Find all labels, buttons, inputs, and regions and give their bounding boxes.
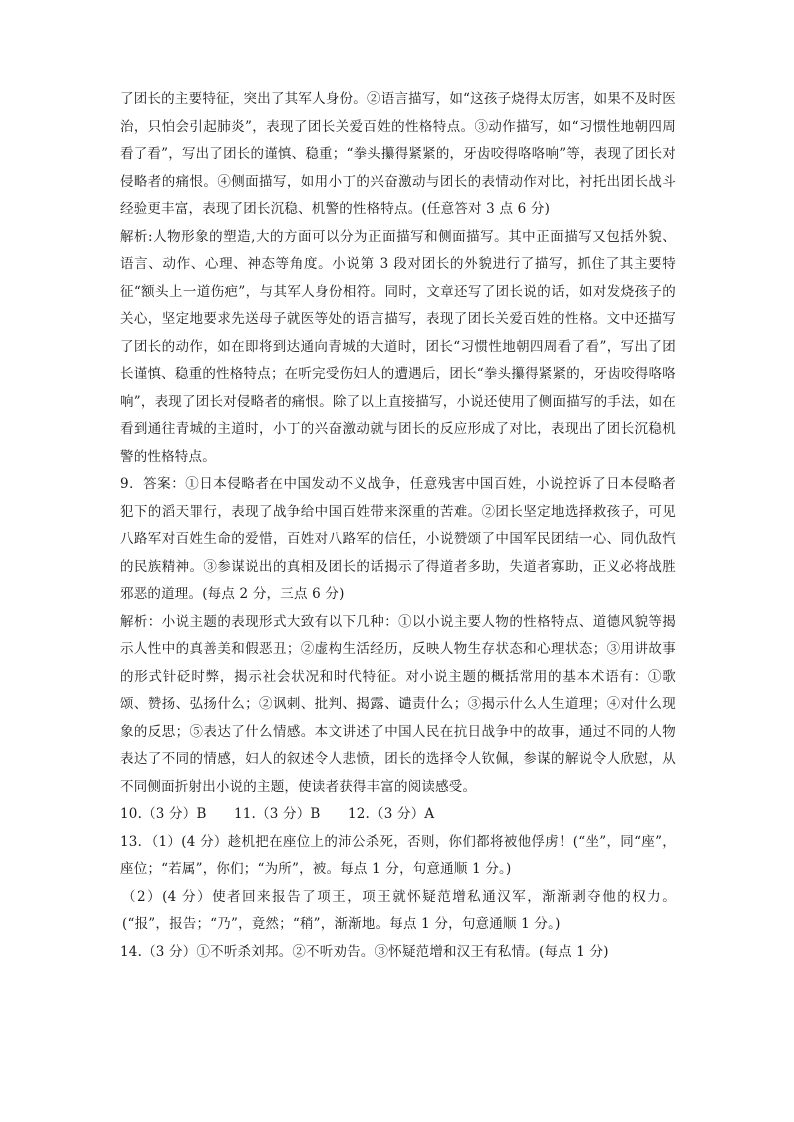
q9-answer: 9．答案：①日本侵略者在中国发动不义战争，任意残害中国百姓，小说控诉了日本侵略者犯下的滔天罪行，表现了战争给中国百姓带来深重的苦难。②团长坚定地选择救孩子，可见八路军对百姓生命的爱惜，百姓对八路军的信任，小说赞颂了中国军民团结一心、同仇敌忾的民族精神。③参谋说出的真相及团长的话揭示了得道者多助，失道者寡助，正义必将战胜邪恶的道理。(每点 2 分，三点 6 分)	[120, 476, 676, 602]
q8-analysis: 解析:人物形象的塑造,大的方面可以分为正面描写和侧面描写。其中正面描写又包括外貌、语言、动作、心理、神态等角度。小说第 3 段对团长的外貌进行了描写，抓住了其主要特征“额头上一道伤疤”，与其军人身份相符。同时，文章还写了团长说的话，如对发烧孩子的关心，坚定地要求先送母子就医等处的语言描写，表现了团长关爱百姓的性格。文中还描写了团长的动作，如在即将到达通向青城的大道时，团长“习惯性地朝四周看了看”，写出了团长谨慎、稳重的性格特点；在听完受伤妇人的遭遇后，团长“拳头攥得紧紧的，牙齿咬得咯咯响”，表现了团长对侵略者的痛恨。除了以上直接描写，小说还使用了侧面描写的手法，如在看到通往青城的主道时，小丁的兴奋激动就与团长的反应形成了对比，表现出了团长沉稳机警的性格特点。	[120, 228, 676, 465]
answer-text-body	[120, 86, 676, 966]
q14-answer: 14.（3 分）①不听杀刘邦。②不听劝告。③怀疑范增和汉王有私情。(每点 1 分)	[120, 943, 609, 960]
q9-analysis: 解析：小说主题的表现形式大致有以下几种：①以小说主要人物的性格特点、道德风貌等揭示人性中的真善美和假恶丑；②虚构生活经历，反映人物生存状态和心理状态；③用讲故事的形式针砭时弊，揭示社会状况和时代特征。对小说主题的概括常用的基本术语有：①歌颂、赞扬、弘扬什么；②讽刺、批判、揭露、谴责什么；③揭示什么人生道理；④对什么现象的反思；⑤表达了什么情感。本文讲述了中国人民在抗日战争中的故事，通过不同的人物表达了不同的情感，妇人的叙述令人悲愤，团长的选择令人钦佩，参谋的解说令人欣慰，从不同侧面折射出小说的主题，使读者获得丰富的阅读感受。	[120, 613, 676, 795]
q13-part1-answer: 13．（1）(4 分）趁机把在座位上的沛公杀死，否则，你们都将被他俘虏！(“坐”，同“座”，座位；“若属”，你们；“为所”，被。每点 1 分，句意通顺 1 分。)	[120, 833, 676, 877]
q13-part2-answer: （2）(4 分）使者回来报告了项王，项王就怀疑范增私通汉军，渐渐剥夺他的权力。(“报”，报告；“乃”，竟然；“稍”，渐渐地。每点 1 分，句意通顺 1 分。)	[122, 888, 676, 932]
q8-answer-continuation: 了团长的主要特征，突出了其军人身份。②语言描写，如“这孩子烧得太厉害，如果不及时医治，只怕会引起肺炎”，表现了团长关爱百姓的性格特点。③动作描写，如“习惯性地朝四周看了看”，写出了团长的谨慎、稳重；“拳头攥得紧紧的，牙齿咬得咯咯响”等，表现了团长对侵略者的痛恨。④侧面描写，如用小丁的兴奋激动与团长的表情动作对比，衬托出团长战斗经验更丰富，表现了团长沉稳、机警的性格特点。(任意答对 3 点 6 分)	[120, 91, 676, 217]
q10-12-answers: 10.（3 分）B 11.（3 分）B 12.（3 分）A	[120, 806, 435, 822]
